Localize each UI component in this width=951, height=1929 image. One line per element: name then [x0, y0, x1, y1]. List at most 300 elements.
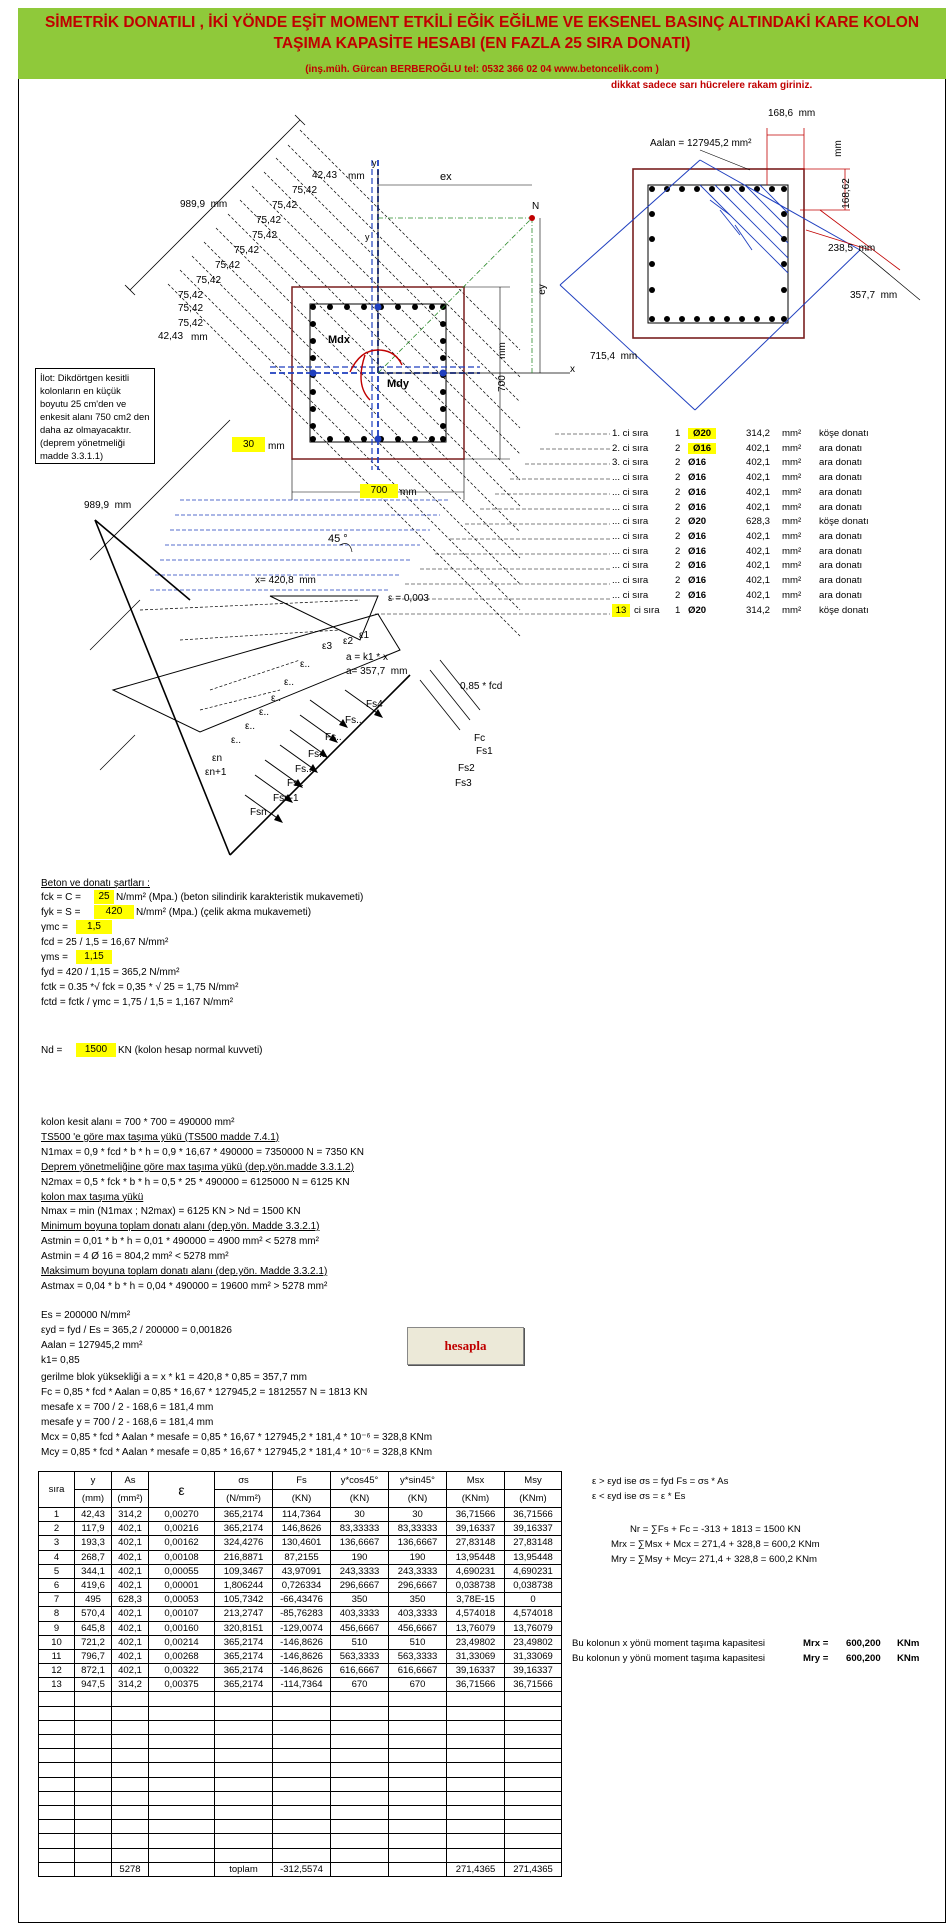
rebar-row-n: 2	[675, 560, 681, 572]
table-empty-cell	[75, 1791, 112, 1805]
table-empty-cell	[112, 1820, 149, 1834]
a-val-value: a= 357,7	[346, 666, 386, 677]
title-line-1: SİMETRİK DONATILI , İKİ YÖNDE EŞİT MOMENT ETKİLİ EĞİK EĞİLME VE EKSENEL BASINÇ ALTINDAKİ KARE KOLON	[44, 14, 920, 31]
rebar-row-dia[interactable]: Ø16	[688, 443, 716, 454]
table-empty-cell	[149, 1692, 215, 1706]
table-cell: 39,16337	[447, 1522, 505, 1536]
rebar-row-dia: Ø16	[688, 472, 707, 484]
table-empty-cell	[149, 1834, 215, 1848]
diag-715-value: 715,4	[590, 351, 616, 362]
table-cell: 456,6667	[331, 1621, 389, 1635]
table-empty-cell	[75, 1749, 112, 1763]
table-empty-cell	[215, 1692, 273, 1706]
table-row	[39, 1635, 562, 1649]
table-empty-cell	[447, 1749, 505, 1763]
table-cell: 117,9	[75, 1522, 112, 1536]
table-cell: 9	[39, 1621, 75, 1635]
table-empty-cell	[331, 1848, 389, 1862]
calc2-line: Mcx = 0,85 * fcd * Aalan * mesafe = 0,85 * 16,67 * 127945,2 * 181,4 * 10⁻⁶ = 328,8 KNm	[41, 1432, 433, 1443]
rebar-row-n: 2	[675, 457, 681, 469]
last-row-type: köşe donatı	[819, 605, 869, 616]
rebar-row-name: ... ci sıra	[612, 530, 649, 542]
dim-168-6-value: 168,6	[768, 108, 794, 119]
rebar-row-type: köşe donatı	[819, 428, 869, 439]
width-unit: mm	[400, 487, 417, 498]
rebar-row-n: 2	[675, 486, 681, 498]
rebar-row-name: 1. ci sıra	[612, 428, 649, 439]
table-empty-cell	[331, 1749, 389, 1763]
table-cell: 0,00160	[149, 1621, 215, 1635]
table-cell: 296,6667	[331, 1578, 389, 1592]
table-empty-cell	[331, 1805, 389, 1819]
rebar-row-area: 402,1	[746, 530, 771, 542]
table-empty-cell	[149, 1848, 215, 1862]
table-cell: 7	[39, 1593, 75, 1607]
table-empty-cell	[112, 1763, 149, 1777]
fck-unit: N/mm² (Mpa.) (beton silindirik karakteristik mukavemeti)	[116, 892, 364, 903]
table-cell: 36,71566	[447, 1508, 505, 1522]
table-cell: 0,00001	[149, 1578, 215, 1592]
ex-label: ex	[440, 171, 452, 183]
table-empty-cell	[39, 1834, 75, 1848]
y-axis-label-2: y	[365, 232, 370, 242]
table-empty-cell	[505, 1805, 562, 1819]
table-cell: 402,1	[112, 1621, 149, 1635]
rebar-row-n: 2	[675, 575, 681, 586]
calc-line: Deprem yönetmeliğine göre max taşıma yükü (dep.yön.madde 3.3.1.2)	[41, 1161, 354, 1173]
table-cell: 0,00322	[149, 1664, 215, 1678]
nd-input[interactable]: 1500	[76, 1043, 116, 1057]
diag-length-low	[84, 500, 131, 511]
rebar-row-name: ... ci sıra	[612, 560, 649, 572]
table-total-cell	[331, 1862, 389, 1876]
cover-input[interactable]: 30	[232, 437, 265, 452]
table-cell: 114,7364	[273, 1508, 331, 1522]
table-cell: 563,3333	[331, 1649, 389, 1663]
table-cell: 402,1	[112, 1664, 149, 1678]
table-empty-cell	[39, 1735, 75, 1749]
fck-input[interactable]: 25	[94, 890, 114, 904]
table-empty-cell	[273, 1834, 331, 1848]
mdy-label: Mdy	[387, 378, 409, 390]
table-empty-cell	[215, 1777, 273, 1791]
table-cell: 109,3467	[215, 1564, 273, 1578]
table-cell: 419,6	[75, 1578, 112, 1592]
table-cell: 0,038738	[505, 1578, 562, 1592]
table-total-cell	[389, 1862, 447, 1876]
table-row	[39, 1649, 562, 1663]
calc2-line: mesafe y = 700 / 2 - 168,6 = 181,4 mm	[41, 1417, 214, 1428]
fcd-block-label: 0,85 * fcd	[460, 681, 503, 692]
dim-357-7-value: 357,7	[850, 290, 876, 301]
table-empty-cell	[389, 1820, 447, 1834]
table-row	[39, 1564, 562, 1578]
calculate-button[interactable]: hesapla	[407, 1327, 524, 1365]
table-unit-cell: (mm)	[75, 1490, 112, 1508]
table-empty-cell	[149, 1749, 215, 1763]
table-empty-cell	[273, 1692, 331, 1706]
table-cell: 402,1	[112, 1649, 149, 1663]
table-cell: 13,95448	[447, 1550, 505, 1564]
rebar-row-area: 402,1	[746, 560, 771, 572]
table-empty-row	[39, 1820, 562, 1834]
table-cell: 13,95448	[505, 1550, 562, 1564]
table-cell: 872,1	[75, 1664, 112, 1678]
table-empty-cell	[39, 1791, 75, 1805]
table-total-cell: 271,4365	[505, 1862, 562, 1876]
rebar-row-unit: mm²	[782, 501, 802, 513]
eps-9: ε..	[231, 735, 242, 746]
table-cell: 365,2174	[215, 1508, 273, 1522]
table-cell: 510	[389, 1635, 447, 1649]
table-empty-cell	[389, 1706, 447, 1720]
yellow-cells-warning: dikkat sadece sarı hücrelere rakam giriniz.	[611, 80, 813, 91]
nd-unit: KN (kolon hesap normal kuvveti)	[118, 1045, 263, 1056]
table-total-cell: 271,4365	[447, 1862, 505, 1876]
table-empty-cell	[39, 1706, 75, 1720]
table-cell: -114,7364	[273, 1678, 331, 1692]
table-cell: 190	[331, 1550, 389, 1564]
calc-line: TS500 'e göre max taşıma yükü (TS500 madde 7.4.1)	[41, 1131, 280, 1143]
table-row	[39, 1536, 562, 1550]
table-empty-cell	[505, 1834, 562, 1848]
table-cell: 402,1	[112, 1578, 149, 1592]
calc2-line: εyd = fyd / Es = 365,2 / 200000 = 0,001826	[41, 1325, 232, 1336]
table-empty-cell	[112, 1749, 149, 1763]
table-empty-cell	[447, 1735, 505, 1749]
table-empty-cell	[112, 1777, 149, 1791]
table-cell: 645,8	[75, 1621, 112, 1635]
rebar-row-dia: Ø20	[688, 516, 707, 528]
table-cell: 36,71566	[505, 1678, 562, 1692]
table-cell: 8	[39, 1607, 75, 1621]
table-total-cell	[75, 1862, 112, 1876]
table-empty-cell	[447, 1692, 505, 1706]
dim-168-6-unit: mm	[798, 108, 816, 119]
dim-168-6	[768, 108, 815, 119]
last-row-name: ci sıra	[634, 605, 660, 616]
rebar-row-dia[interactable]: Ø20	[688, 428, 716, 439]
table-cell: 6	[39, 1578, 75, 1592]
nr-line: Nr = ∑Fs + Fc = -313 + 1813 = 1500 KN	[630, 1524, 801, 1535]
table-empty-cell	[273, 1791, 331, 1805]
table-empty-cell	[331, 1720, 389, 1734]
aalan-label: Aalan = 127945,2 mm²	[650, 138, 752, 149]
table-empty-cell	[75, 1805, 112, 1819]
table-cell: 27,83148	[505, 1536, 562, 1550]
rebar-row-name: ... ci sıra	[612, 545, 649, 557]
table-empty-cell	[112, 1834, 149, 1848]
rebar-row-unit: mm²	[782, 457, 802, 469]
calc-line: Minimum boyuna toplam donatı alanı (dep.yön. Madde 3.3.2.1)	[41, 1221, 320, 1233]
fs-label-1: Fs4	[366, 699, 383, 710]
fs-label-7: Fsn-1	[273, 793, 299, 804]
x-depth-value: x= 420,8	[255, 575, 294, 586]
x-depth	[255, 575, 316, 586]
table-cell: 13	[39, 1678, 75, 1692]
table-empty-cell	[215, 1763, 273, 1777]
rebar-row-n: 2	[675, 501, 681, 513]
rebar-row-n: 2	[675, 516, 681, 528]
calc2-line: Mcy = 0,85 * fcd * Aalan * mesafe = 0,85 * 16,67 * 127945,2 * 181,4 * 10⁻⁶ = 328,8 KNm	[41, 1447, 433, 1458]
table-cell: 320,8151	[215, 1621, 273, 1635]
rebar-row-dia: Ø16	[688, 530, 707, 542]
table-cell: 947,5	[75, 1678, 112, 1692]
table-empty-cell	[39, 1820, 75, 1834]
calc-line: N1max = 0,9 * fcd * b * h = 0,9 * 16,67 * 490000 = 7350000 N = 7350 KN	[41, 1146, 365, 1158]
rebar-row-name: ... ci sıra	[612, 486, 649, 498]
rebar-row-type: köşe donatı	[819, 516, 869, 528]
table-unit-row	[39, 1490, 562, 1508]
gms-label: γms =	[41, 952, 68, 963]
table-cell: 0,00162	[149, 1536, 215, 1550]
table-empty-cell	[215, 1749, 273, 1763]
table-cell: 402,1	[112, 1607, 149, 1621]
eps-5: ε..	[284, 677, 295, 688]
table-cell: 0,00375	[149, 1678, 215, 1692]
table-cell: 402,1	[112, 1536, 149, 1550]
offset-3: 75,42	[272, 200, 298, 211]
table-cell: 324,4276	[215, 1536, 273, 1550]
table-unit-cell: (KN)	[389, 1490, 447, 1508]
fs-label-6: Fs..	[287, 778, 304, 789]
load-n-label: N	[532, 201, 540, 212]
table-empty-cell	[447, 1834, 505, 1848]
calc2-line: k1= 0,85	[41, 1355, 80, 1366]
calc-line: N2max = 0,5 * fck * b * h = 0,5 * 25 * 490000 = 6125000 N = 6125 KN	[41, 1176, 350, 1188]
rebar-row-unit: mm²	[782, 428, 802, 439]
last-row-unit: mm²	[782, 605, 802, 616]
table-empty-row	[39, 1791, 562, 1805]
table-empty-row	[39, 1749, 562, 1763]
table-empty-cell	[75, 1706, 112, 1720]
table-empty-cell	[215, 1848, 273, 1862]
table-empty-cell	[331, 1820, 389, 1834]
row-count-input[interactable]: 13	[612, 604, 630, 617]
diag-715-unit: mm	[620, 351, 638, 362]
table-cell: 296,6667	[389, 1578, 447, 1592]
rebar-row-area: 402,1	[746, 545, 771, 557]
diag-length-low-value: 989,9	[84, 500, 110, 511]
table-cell: 344,1	[75, 1564, 112, 1578]
fs-label-5: Fs..	[295, 764, 312, 775]
table-cell: 2	[39, 1522, 75, 1536]
table-header-cell: σs	[215, 1472, 273, 1490]
table-empty-cell	[331, 1777, 389, 1791]
rebar-row-dia: Ø16	[688, 545, 707, 557]
table-empty-cell	[331, 1706, 389, 1720]
table-cell: 365,2174	[215, 1664, 273, 1678]
offset-11: 75,42	[178, 318, 204, 329]
rebar-row-dia: Ø16	[688, 457, 707, 469]
table-empty-cell	[112, 1791, 149, 1805]
table-empty-cell	[447, 1791, 505, 1805]
table-empty-cell	[112, 1805, 149, 1819]
offset-5: 75,42	[252, 230, 278, 241]
width-input[interactable]: 700	[360, 484, 398, 498]
table-empty-cell	[149, 1777, 215, 1791]
table-cell: 83,33333	[389, 1522, 447, 1536]
table-cell: 3	[39, 1536, 75, 1550]
nd-label: Nd =	[41, 1045, 63, 1056]
table-cell: 4,690231	[447, 1564, 505, 1578]
table-empty-cell	[331, 1692, 389, 1706]
table-empty-cell	[389, 1720, 447, 1734]
table-row	[39, 1578, 562, 1592]
table-empty-cell	[75, 1848, 112, 1862]
rebar-row-unit: mm²	[782, 545, 802, 557]
rebar-row-unit: mm²	[782, 589, 802, 601]
table-cell: 36,71566	[505, 1508, 562, 1522]
rule-elastic: ε < εyd ise σs = ε * Es	[592, 1491, 686, 1502]
table-empty-cell	[505, 1706, 562, 1720]
rebar-row-n: 2	[675, 472, 681, 484]
table-cell: 796,7	[75, 1649, 112, 1663]
table-header-cell: Fs	[273, 1472, 331, 1490]
table-empty-cell	[75, 1777, 112, 1791]
table-empty-cell	[273, 1763, 331, 1777]
table-empty-row	[39, 1720, 562, 1734]
load-point	[529, 215, 535, 221]
cap-y-value: 600,200	[846, 1653, 881, 1664]
table-cell: 39,16337	[505, 1664, 562, 1678]
eps-1: ε1	[359, 630, 370, 641]
table-header-cell: Msy	[505, 1472, 562, 1490]
table-row	[39, 1607, 562, 1621]
rebar-row-area: 402,1	[746, 575, 771, 586]
rebar-row-dia: Ø16	[688, 575, 707, 586]
offset-12: 42,43	[158, 331, 184, 342]
table-empty-cell	[505, 1735, 562, 1749]
table-empty-cell	[149, 1735, 215, 1749]
table-cell: 10	[39, 1635, 75, 1649]
table-cell: 243,3333	[331, 1564, 389, 1578]
table-header-cell: Msx	[447, 1472, 505, 1490]
last-row-count: 1	[675, 605, 681, 616]
table-empty-cell	[331, 1735, 389, 1749]
dim-700-vertical-unit: mm	[496, 342, 508, 359]
table-empty-cell	[75, 1834, 112, 1848]
table-empty-cell	[505, 1720, 562, 1734]
table-empty-cell	[39, 1777, 75, 1791]
table-cell: 0	[505, 1593, 562, 1607]
table-cell: 216,8871	[215, 1550, 273, 1564]
table-empty-cell	[112, 1692, 149, 1706]
table-cell: 0,00268	[149, 1649, 215, 1663]
table-cell: 495	[75, 1593, 112, 1607]
table-empty-cell	[75, 1720, 112, 1734]
table-cell: 314,2	[112, 1508, 149, 1522]
table-cell: 616,6667	[389, 1664, 447, 1678]
table-empty-cell	[273, 1820, 331, 1834]
table-header-cell: y*sin45°	[389, 1472, 447, 1490]
fs-label-4: Fs..	[308, 749, 325, 760]
eps-n: εn	[212, 753, 223, 764]
table-total-cell: -312,5574	[273, 1862, 331, 1876]
table-empty-cell	[389, 1692, 447, 1706]
table-empty-cell	[389, 1805, 447, 1819]
table-empty-cell	[215, 1720, 273, 1734]
table-empty-cell	[273, 1848, 331, 1862]
table-empty-cell	[39, 1848, 75, 1862]
table-cell: 30	[331, 1508, 389, 1522]
table-cell: 83,33333	[331, 1522, 389, 1536]
table-cell: 0,00270	[149, 1508, 215, 1522]
fs1-label: Fs1	[476, 746, 493, 757]
rebar-row-name: 2. ci sıra	[612, 442, 649, 454]
calc2-line: Fc = 0,85 * fcd * Aalan = 0,85 * 16,67 * 127945,2 = 1812557 N = 1813 KN	[41, 1387, 368, 1398]
offset-9: 75,42	[178, 290, 204, 301]
table-empty-cell	[447, 1720, 505, 1734]
fs-label-8: Fsn	[250, 807, 267, 818]
dim-238-5-unit: mm	[858, 243, 876, 254]
table-cell: -66,43476	[273, 1593, 331, 1607]
table-empty-cell	[273, 1720, 331, 1734]
table-cell: 268,7	[75, 1550, 112, 1564]
cover-unit: mm	[268, 441, 285, 452]
table-empty-row	[39, 1805, 562, 1819]
table-cell: 0,00216	[149, 1522, 215, 1536]
table-cell: 0,00214	[149, 1635, 215, 1649]
table-cell: 87,2155	[273, 1550, 331, 1564]
rebar-row-area: 402,1	[746, 457, 771, 469]
a-val-unit: mm	[390, 666, 408, 677]
table-cell: 365,2174	[215, 1678, 273, 1692]
eps-2: ε2	[343, 636, 354, 647]
table-cell: 12	[39, 1664, 75, 1678]
table-cell: 1	[39, 1508, 75, 1522]
offset-4: 75,42	[256, 215, 282, 226]
table-empty-cell	[273, 1805, 331, 1819]
table-cell: 36,71566	[447, 1678, 505, 1692]
table-cell: 721,2	[75, 1635, 112, 1649]
table-cell: 23,49802	[447, 1635, 505, 1649]
table-empty-cell	[273, 1735, 331, 1749]
rebar-row-unit: mm²	[782, 472, 802, 484]
table-empty-cell	[273, 1706, 331, 1720]
table-header-cell: sıra	[39, 1472, 75, 1508]
table-empty-cell	[149, 1720, 215, 1734]
rebar-row-n: 2	[675, 530, 681, 542]
table-empty-cell	[112, 1706, 149, 1720]
table-empty-cell	[505, 1777, 562, 1791]
gms-input[interactable]: 1,15	[76, 950, 112, 964]
table-empty-cell	[389, 1834, 447, 1848]
x-axis-label: x	[570, 364, 575, 375]
table-cell: -146,8626	[273, 1635, 331, 1649]
table-empty-row	[39, 1848, 562, 1862]
gmc-label: γmc =	[41, 922, 68, 933]
fctk-line: fctk = 0.35 *√ fck = 0,35 * √ 25 = 1,75 N/mm²	[41, 982, 239, 993]
rebar-row-type: ara donatı	[819, 501, 863, 513]
table-empty-cell	[505, 1791, 562, 1805]
table-empty-cell	[331, 1834, 389, 1848]
offset-8: 75,42	[196, 275, 222, 286]
gmc-input[interactable]: 1,5	[76, 920, 112, 934]
rebar-row-unit: mm²	[782, 442, 802, 454]
table-empty-cell	[505, 1692, 562, 1706]
angle-value: 45	[328, 533, 341, 545]
cap-x-value: 600,200	[846, 1638, 881, 1649]
rebar-row-unit: mm²	[782, 516, 802, 528]
table-empty-cell	[505, 1749, 562, 1763]
rebar-row-unit: mm²	[782, 530, 802, 542]
table-cell: 39,16337	[447, 1664, 505, 1678]
table-cell: 105,7342	[215, 1593, 273, 1607]
rebar-row-type: ara donatı	[819, 575, 863, 586]
fyk-input[interactable]: 420	[94, 905, 134, 919]
section-outline	[633, 169, 804, 338]
